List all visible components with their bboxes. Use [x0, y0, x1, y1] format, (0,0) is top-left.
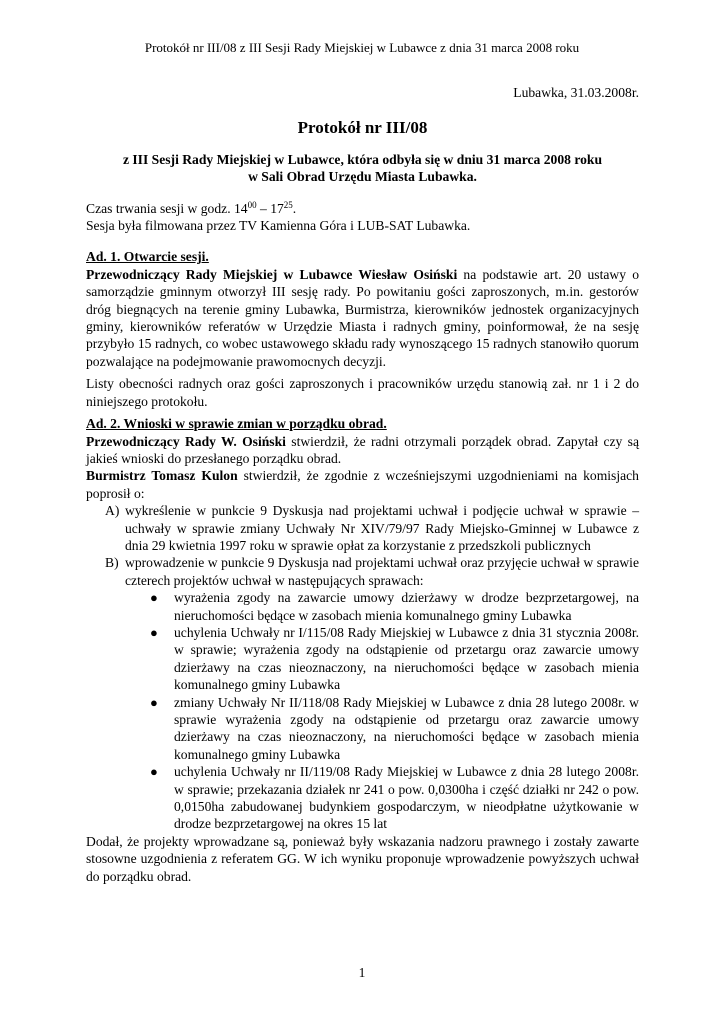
bullet-dot-icon: ●: [150, 624, 158, 640]
section-2-heading: Ad. 2. Wnioski w sprawie zmian w porządku obrad.: [86, 416, 387, 432]
page-number: 1: [358, 965, 366, 980]
section-2-closing: Dodał, że projekty wprowadzane są, ponieważ były wskazania nadzoru prawnego i zostały zawarte stosowne uzgodnienia z referatem GG. W ich wyniku proponuje wprowadzenie powyższych uchwał do porządku obrad.: [86, 833, 639, 884]
section-1-heading: Ad. 1. Otwarcie sesji.: [86, 249, 209, 265]
document-body: [86, 84, 639, 885]
running-header: Protokół nr III/08 z III Sesji Rady Miejskiej w Lubawce z dnia 31 marca 2008 roku: [144, 40, 580, 55]
bullet-dot-icon: ●: [150, 764, 158, 780]
list-item: ● zmiany Uchwały Nr II/118/08 Rady Miejskiej w Lubawce z dnia 28 lutego 2008r. w sprawie wyrażenia zgody na odstąpienie od przetargu oraz zawarcie umowy dzierżawy na czas nieoznaczony, na nieruchomości będące w zasobach mienia komunalnego gminy Lubawka: [150, 694, 639, 762]
bullet-dot-icon: ●: [150, 590, 158, 606]
section-1-paragraph-1: Przewodniczący Rady Miejskiej w Lubawce Wiesław Osiński na podstawie art. 20 ustawy o samorządzie gminnym otworzył III sesję rady. Po powitaniu gości zaproszonych, m.in. gestorów dróg biegnących na terenie gminy Lubawka, Burmistrza, kierowników jednostek organizacyjnych gminy, kierowników referatów w Urzędzie Miasta i radnych gminy, poinformował, że na sesję przybyło 15 radnych, co wobec ustawowego składu rady wynoszącego 15 radnych stanowiło quorum pozwalające na podejmowanie prawomocnych decyzji.: [86, 266, 640, 369]
session-duration: Czas trwania sesji w godz. $14^{00} - 17^{25}$.: [86, 199, 297, 216]
subtitle-line-2: w Sali Obrad Urzędu Miasta Lubawka.: [248, 169, 477, 185]
list-item: ● uchylenia Uchwały nr I/115/08 Rady Miejskiej w Lubawce z dnia 31 stycznia 2008r. w sprawie; wyrażenia zgody na odstąpienie od przetargu oraz zawarcie umowy dzierżawy na czas nieoznaczony, na nieruchomości będące w zasobach mienia komunalnego gminy Lubawka: [150, 624, 639, 693]
list-item: ● uchylenia Uchwały nr II/119/08 Rady Miejskiej w Lubawce z dnia 28 lutego 2008r. w sprawie; przekazania działek nr 241 o pow. 0,0300ha i część działki nr 242 o pow. 0,0150ha zabudowanej budynkiem gospodarczym, w nieodpłatne użytkowanie w drodze bezprzetargowej na okres 15 lat: [150, 764, 639, 832]
list-item: B) wprowadzenie w punkcie 9 Dyskusja nad projektami uchwał oraz przyjęcie uchwał w sprawie czterech projektów uchwał w następujących sprawach:: [105, 555, 639, 588]
section-1-paragraph-2: Listy obecności radnych oraz gości zaproszonych i pracowników urzędu stanowią zał. nr 1 i 2 do niniejszego protokołu.: [86, 376, 639, 409]
chairman-name: Przewodniczący Rady Miejskiej w Lubawce Wiesław Osiński: [86, 266, 458, 282]
place-date: Lubawka, 31.03.2008r.: [513, 85, 639, 100]
subtitle-line-1: z III Sesji Rady Miejskiej w Lubawce, która odbyła się w dniu 31 marca 2008 roku: [122, 151, 603, 167]
request-list: [86, 502, 639, 589]
session-filmed: Sesja była filmowana przez TV Kamienna Góra i LUB-SAT Lubawka.: [86, 218, 471, 234]
section-2-paragraph-2: Burmistrz Tomasz Kulon stwierdził, że zgodnie z wcześniejszymi uzgodnieniami na komisjach poprosił o:: [86, 468, 639, 501]
list-item: A) wykreślenie w punkcie 9 Dyskusja nad projektami uchwał i podjęcie uchwał w sprawie – uchwały w sprawie zmiany Uchwały Nr XIV/79/97 Rady Miejsko-Gminnej w Lubawce z dnia 29 kwietnia 1997 roku w sprawie opłat za korzystanie z przedszkoli publicznych: [105, 503, 639, 553]
bullet-dot-icon: ●: [150, 694, 158, 710]
end-time-superscript: 25: [283, 199, 293, 210]
start-time-superscript: 00: [247, 199, 257, 210]
mayor-name: Burmistrz Tomasz Kulon: [86, 468, 238, 484]
list-item: ● wyrażenia zgody na zawarcie umowy dzierżawy w drodze bezprzetargowej, na nieruchomości będące w zasobach mienia komunalnego gminy Lubawka: [150, 590, 639, 623]
document-title: Protokół nr III/08: [297, 118, 428, 138]
section-2-paragraph-1: Przewodniczący Rady W. Osiński stwierdził, że radni otrzymali porządek obrad. Zapytał czy są jakieś wnioski do przesłanego porządku obrad.: [86, 433, 639, 466]
resolution-bullet-list: [86, 589, 639, 833]
